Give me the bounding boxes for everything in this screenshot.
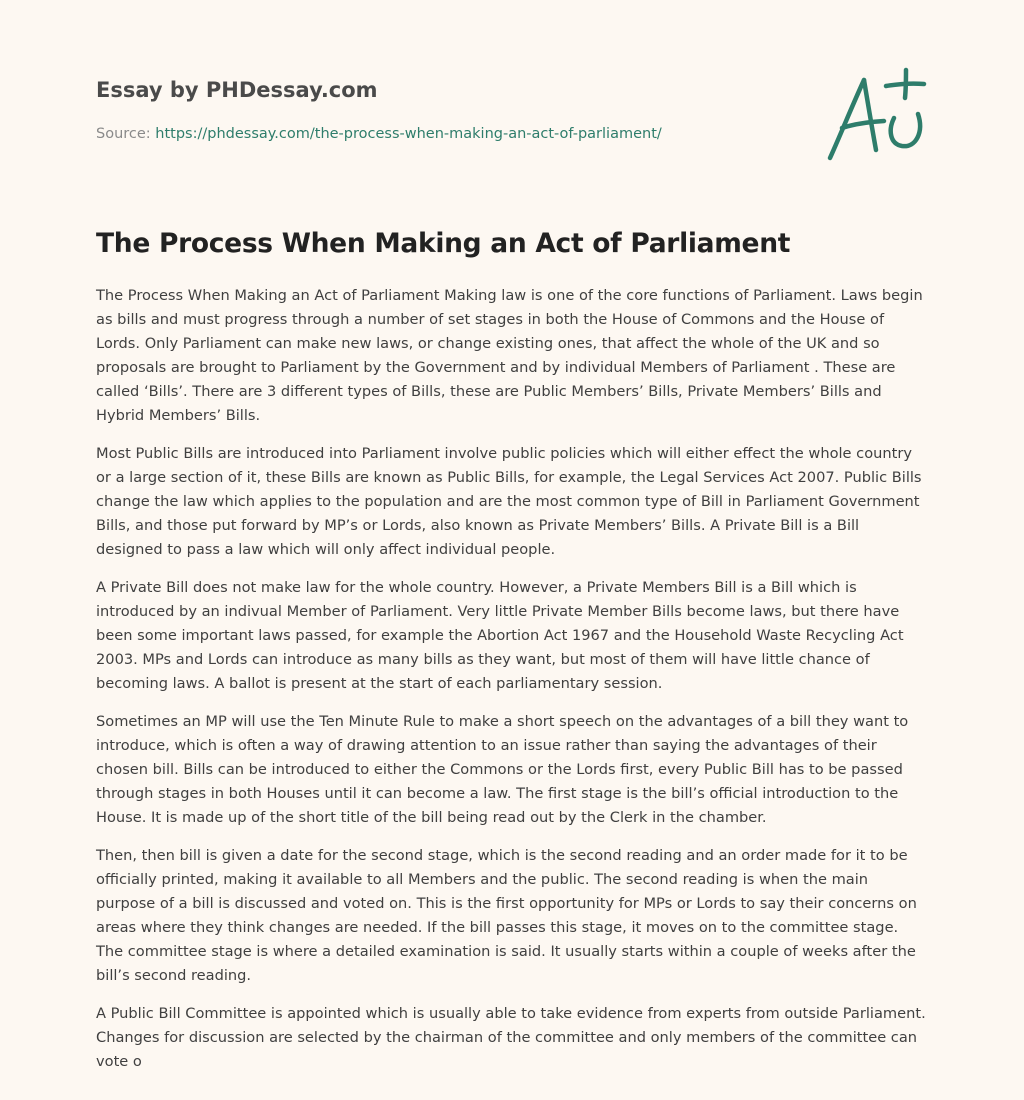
site-brand: Essay by PHDessay.com	[96, 78, 378, 102]
essay-paragraph: Most Public Bills are introduced into Parliament involve public policies which will either effect the whole country or a large section of it, these Bills are known as Public Bills, for example, the Legal Services Act 2007. Public Bills change the law which applies to the population and are the most common type of Bill in Parliament Government Bills, and those put forward by MP’s or Lords, also known as Private Members’ Bills. A Private Bill is a Bill designed to pass a law which will only affect individual people.	[96, 445, 922, 558]
essay-body	[96, 284, 928, 1088]
essay-paragraph: Sometimes an MP will use the Ten Minute Rule to make a short speech on the advantages of a bill they want to introduce, which is often a way of drawing attention to an issue rather than saying the advantages of their chosen bill. Bills can be introduced to either the Commons or the Lords first, every Public Bill has to be passed through stages in both Houses until it can become a law. The first stage is the bill’s official introduction to the House. It is made up of the short title of the bill being read out by the Clerk in the chamber.	[96, 713, 909, 826]
a-plus-logo-icon	[822, 66, 928, 166]
essay-paragraph: The Process When Making an Act of Parliament Making law is one of the core functions of Parliament. Laws begin as bills and must progress through a number of set stages in both the House of Commons and the House of Lords. Only Parliament can make new laws, or change existing ones, that affect the whole of the UK and so proposals are brought to Parliament by the Government and by individual Members of Parliament . These are called ‘Bills’. There are 3 different types of Bills, these are Public Members’ Bills, Private Members’ Bills and Hybrid Members’ Bills.	[96, 287, 923, 424]
page-header	[96, 76, 928, 144]
source-label: Source:	[96, 126, 151, 142]
essay-paragraph: Then, then bill is given a date for the second stage, which is the second reading and an order made for it to be officially printed, making it available to all Members and the public. The second reading is when the main purpose of a bill is discussed and voted on. This is the first opportunity for MPs or Lords to say their concerns on areas where they think changes are needed. If the bill passes this stage, it moves on to the committee stage. The committee stage is where a detailed examination is said. It usually starts within a couple of weeks after the bill’s second reading.	[96, 847, 917, 984]
source-line	[96, 124, 928, 144]
essay-paragraph: A Private Bill does not make law for the whole country. However, a Private Members Bill is a Bill which is introduced by an indivual Member of Parliament. Very little Private Member Bills become laws, but there have been some important laws passed, for example the Abortion Act 1967 and the Household Waste Recycling Act 2003. MPs and Lords can introduce as many bills as they want, but most of them will have little chance of becoming laws. A ballot is present at the start of each parliamentary session.	[96, 579, 904, 692]
essay-title: The Process When Making an Act of Parliament	[96, 228, 791, 259]
source-link[interactable]: https://phdessay.com/the-process-when-making-an-act-of-parliament/	[155, 126, 662, 142]
essay-paragraph: A Public Bill Committee is appointed which is usually able to take evidence from experts from outside Parliament. Changes for discussion are selected by the chairman of the committee and only members of the committee can vote o	[96, 1005, 926, 1070]
